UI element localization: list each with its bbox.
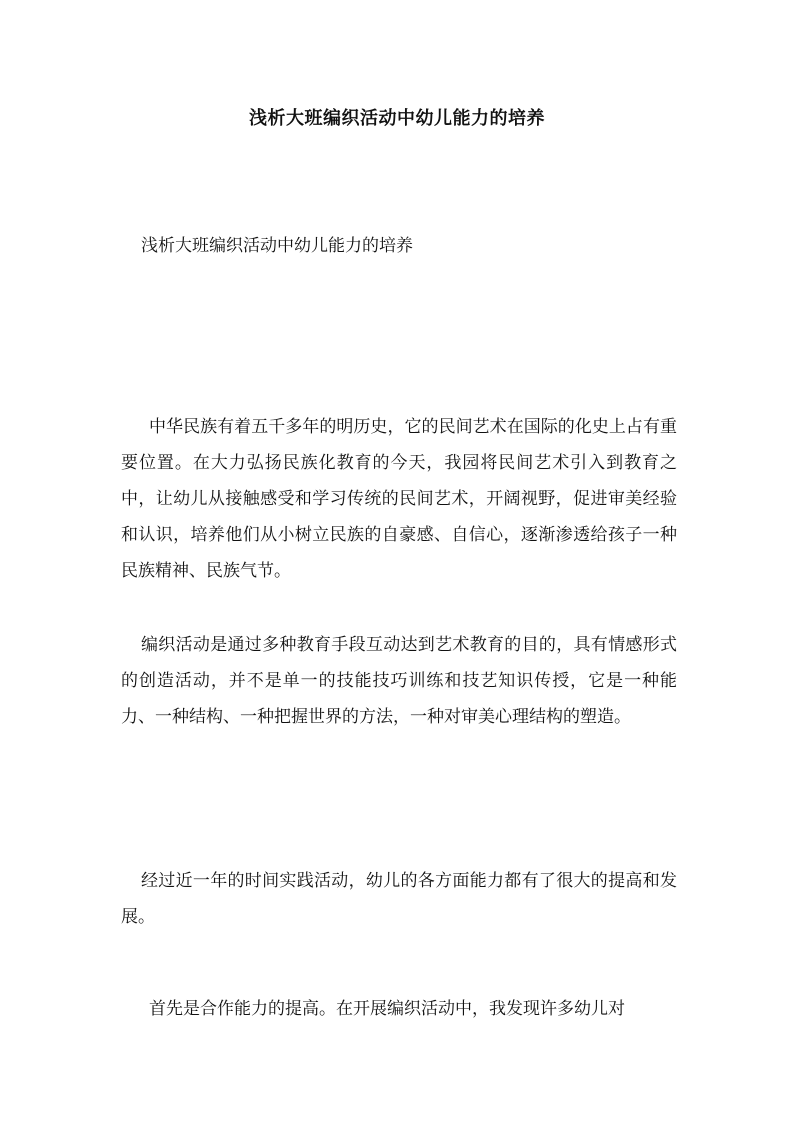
document-title: 浅析大班编织活动中幼儿能力的培养: [249, 108, 545, 129]
paragraph-cooperation: 首先是合作能力的提高。在开展编织活动中，我发现许多幼儿对: [149, 999, 625, 1019]
paragraph-intro: 中华民族有着五千多年的明历史，它的民间艺术在国际的化史上占有重要位置。在大力弘扬民族化教育的今天，我园将民间艺术引入到教育之中，让幼儿从接触感受和学习传统的民间艺术，开阔视野，促进审美经验和认识，培养他们从小树立民族的自豪感、自信心，逐渐渗透给孩子一种民族精神、民族气节。: [121, 417, 677, 581]
paragraph-weaving-activity: 编织活动是通过多种教育手段互动达到艺术教育的目的，具有情感形式的创造活动，并不是单一的技能技巧训练和技艺知识传授，它是一种能力、一种结构、一种把握世界的方法，一种对审美心理结构的塑造。: [121, 635, 677, 727]
paragraph-practice-result: 经过近一年的时间实践活动，幼儿的各方面能力都有了很大的提高和发展。: [121, 871, 677, 927]
document-subtitle: 浅析大班编织活动中幼儿能力的培养: [141, 236, 413, 256]
